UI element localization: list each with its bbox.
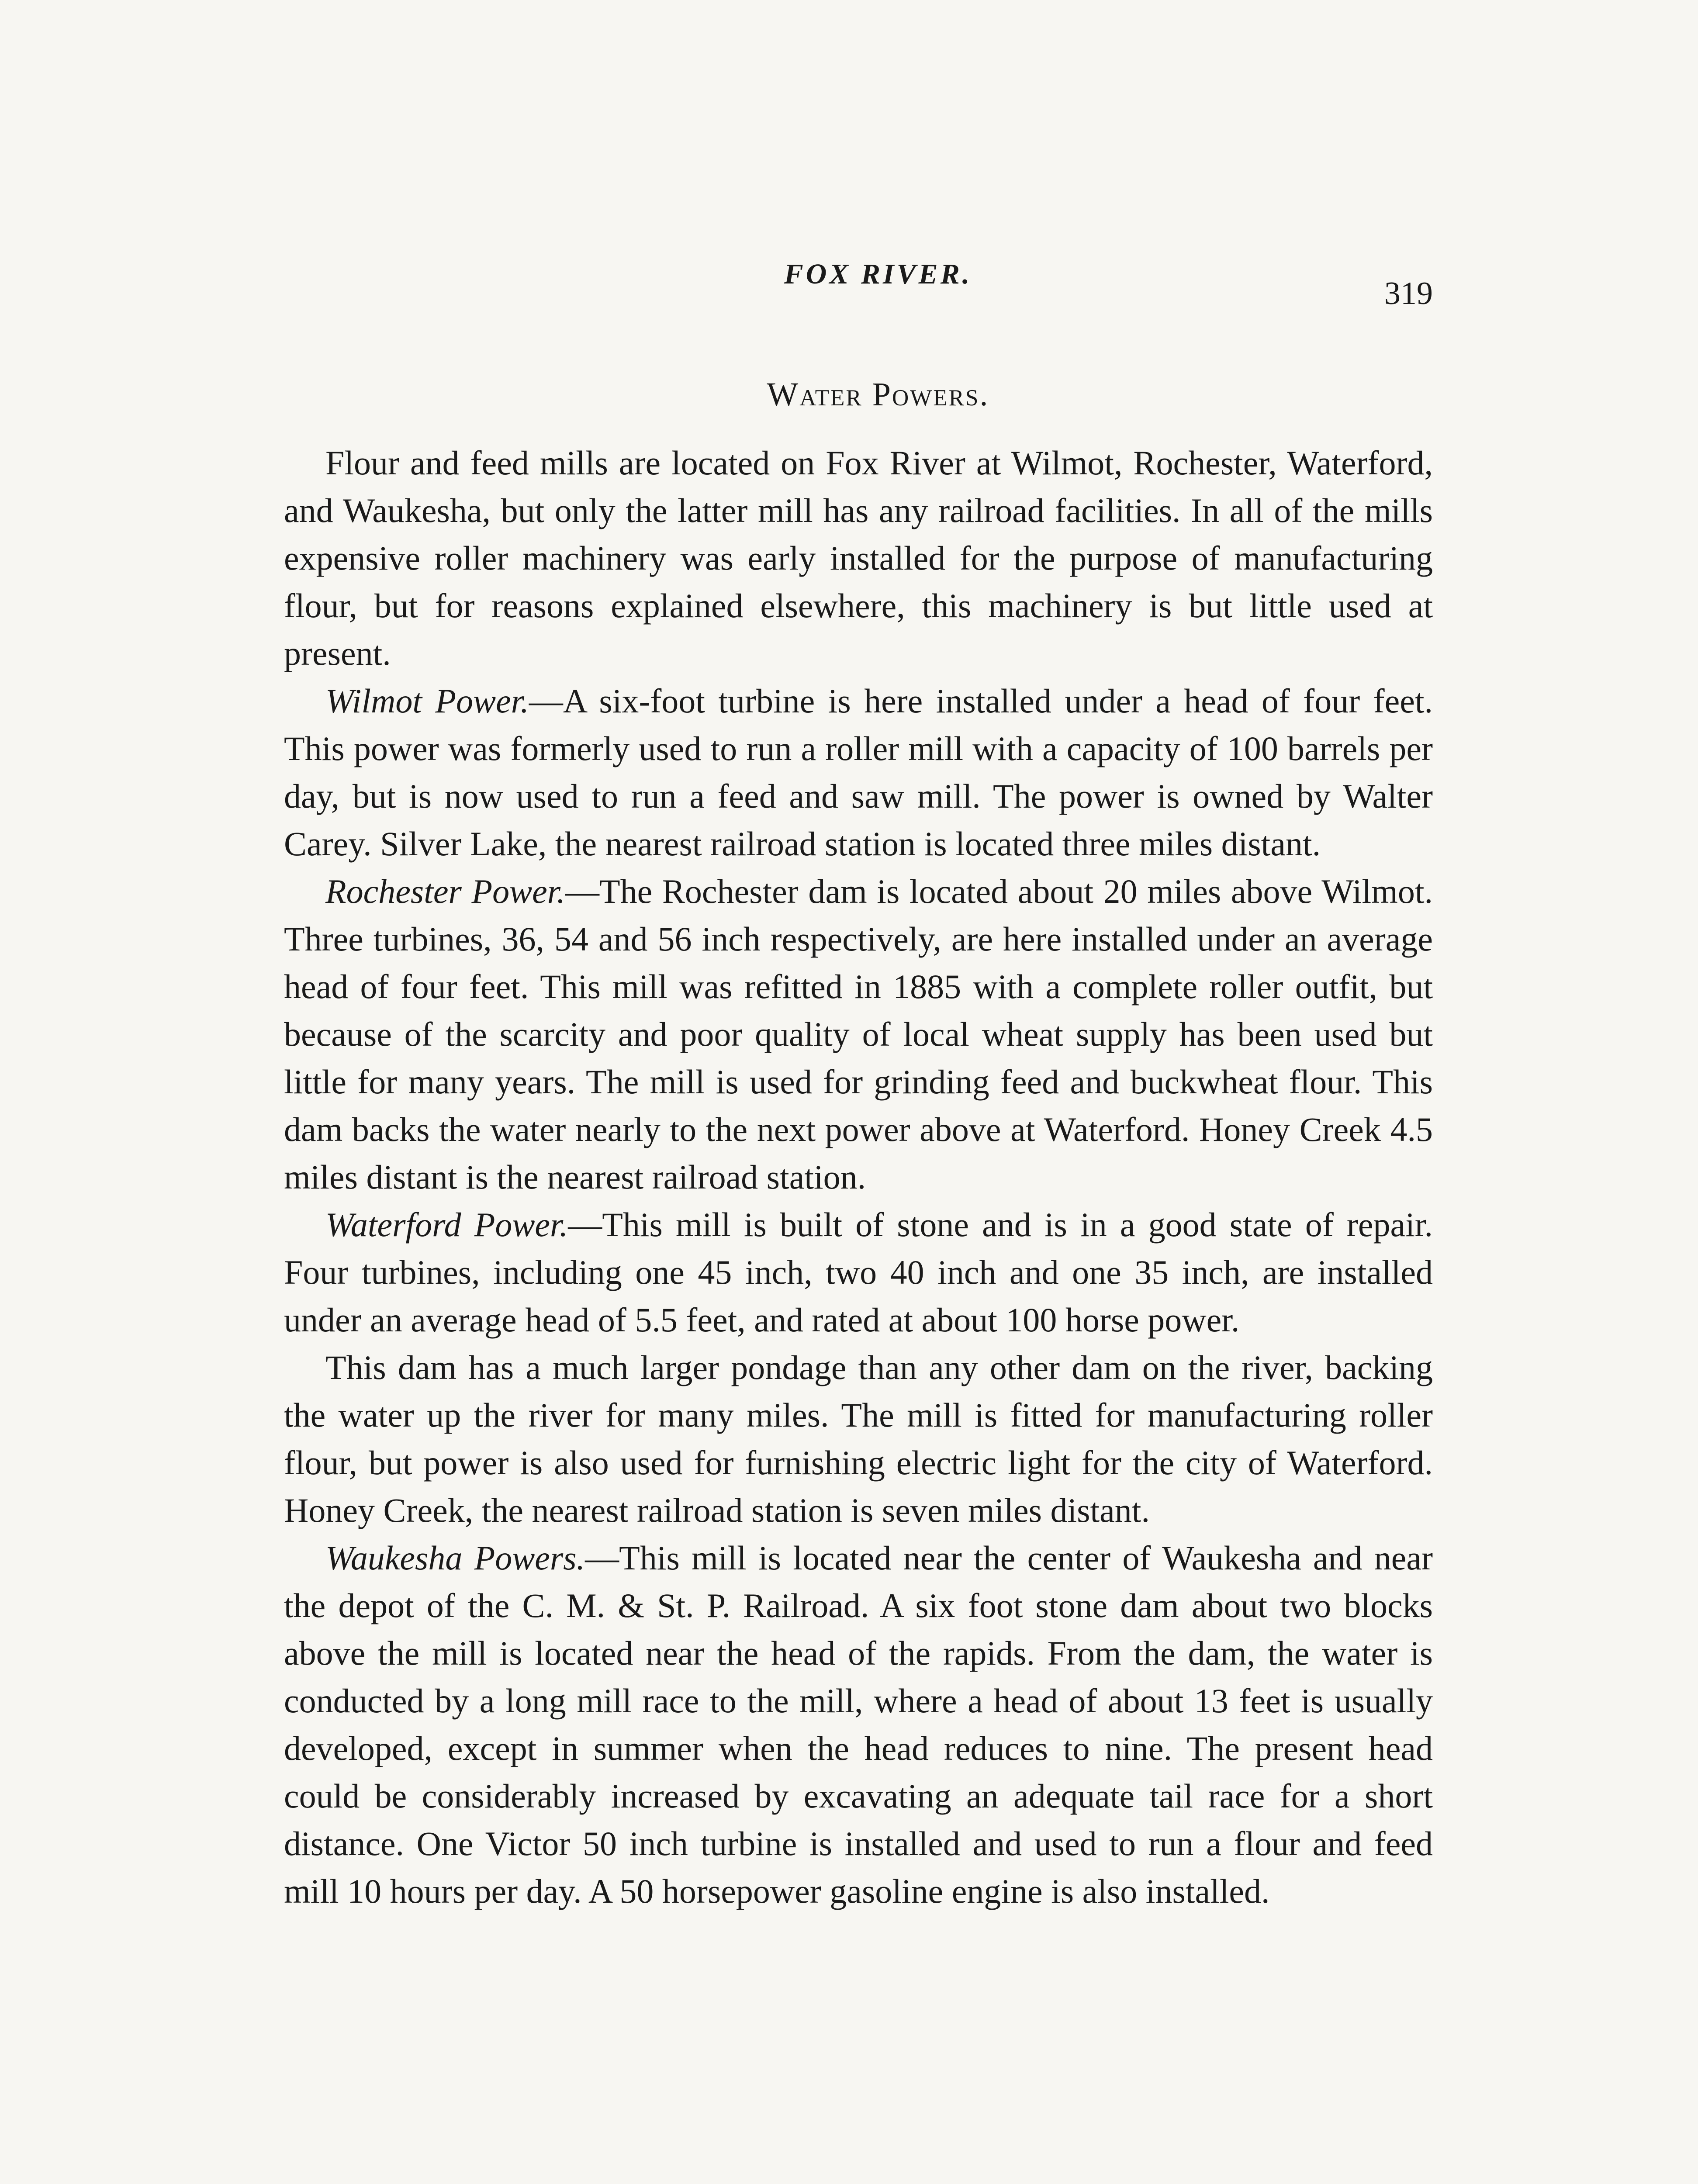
paragraph-intro	[284, 439, 1433, 677]
page-number: 319	[1384, 276, 1433, 311]
paragraph-waukesha-powers	[284, 1534, 1433, 1915]
running-head	[323, 258, 1433, 311]
paragraph-text: Flour and feed mills are located on Fox River at Wilmot, Rochester, Waterford, and Waukesha, but only the latter mill has any railroad facilities. In all of the mills expensive roller machinery was early installed for the purpose of manufacturing flour, but for reasons explained elsewhere, this machinery is but little used at present.	[284, 444, 1433, 672]
paragraph-lead: Waterford Power.	[325, 1206, 568, 1244]
paragraph-waterford-power	[284, 1201, 1433, 1344]
paragraph-text: This dam has a much larger pondage than any other dam on the river, backing the water up the river for many miles. The mill is fitted for manufacturing roller flour, but power is also used for furnishing electric light for the city of Waterford. Honey Creek, the nearest railroad station is seven miles distant.	[284, 1348, 1433, 1529]
section-title: Water Powers.	[767, 376, 989, 413]
paragraph-lead: Rochester Power.	[325, 872, 565, 910]
paragraph-text: —A six-foot turbine is here installed under a head of four feet. This power was formerly used to run a roller mill with a capacity of 100 barrels per day, but is now used to run a feed and saw mill. The power is owned by Walter Carey. Silver Lake, the nearest railroad station is located three miles distant.	[284, 682, 1433, 863]
paragraph-lead: Waukesha Powers.	[325, 1539, 585, 1577]
paragraph-rochester-power	[284, 867, 1433, 1201]
paragraph-text: —This mill is located near the center of Waukesha and near the depot of the C. M. & St. P. Railroad. A six foot stone dam about two blocks above the mill is located near the head of the rapids. From the dam, the water is conducted by a long mill race to the mill, where a head of about 13 feet is usually developed, except in summer when the head reduces to nine. The present head could be considerably increased by excavating an adequate tail race for a short distance. One Victor 50 inch turbine is installed and used to run a flour and feed mill 10 hours per day. A 50 horsepower gasoline engine is also installed.	[284, 1539, 1433, 1910]
paragraph-text: —The Rochester dam is located about 20 miles above Wilmot. Three turbines, 36, 54 and 56 inch respectively, are here installed under an average head of four feet. This mill was refitted in 1885 with a complete roller outfit, but because of the scarcity and poor quality of local wheat supply has been used but little for many years. The mill is used for grinding feed and buckwheat flour. This dam backs the water nearly to the next power above at Waterford. Honey Creek 4.5 miles distant is the nearest railroad station.	[284, 872, 1433, 1196]
paragraph-lead: Wilmot Power.	[325, 682, 529, 720]
running-title: FOX RIVER.	[784, 258, 972, 290]
paragraph-text: —This mill is built of stone and is in a good state of repair. Four turbines, including one 45 inch, two 40 inch and one 35 inch, are installed under an average head of 5.5 feet, and rated at about 100 horse power.	[284, 1206, 1433, 1339]
paragraph-wilmot-power	[284, 677, 1433, 867]
body-text	[284, 439, 1433, 1915]
paragraph-waterford-dam	[284, 1344, 1433, 1534]
